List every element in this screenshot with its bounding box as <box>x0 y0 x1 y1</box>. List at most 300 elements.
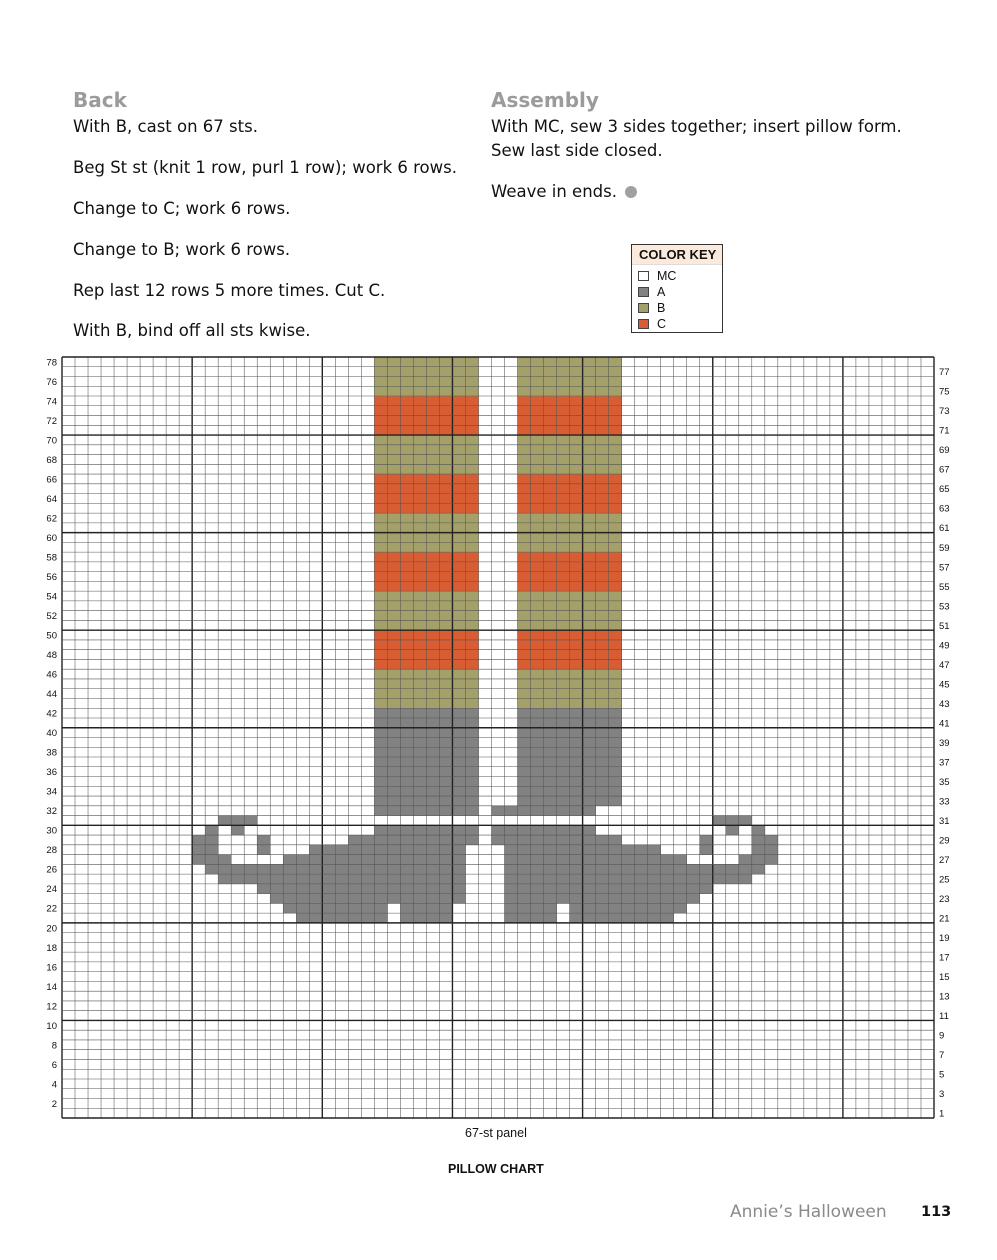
chart-cell-a <box>400 884 413 894</box>
chart-cell-a <box>374 884 387 894</box>
chart-cell-a <box>192 845 205 855</box>
chart-cell-b <box>387 445 400 455</box>
chart-cell-b <box>452 542 465 552</box>
chart-cell-b <box>609 689 622 699</box>
chart-cell-c <box>374 416 387 426</box>
row-label: 67 <box>939 464 950 476</box>
chart-cell-a <box>570 738 583 748</box>
chart-cell-a <box>622 913 635 923</box>
chart-cell-b <box>413 689 426 699</box>
chart-cell-b <box>544 669 557 679</box>
chart-cell-c <box>596 503 609 513</box>
chart-cell-b <box>465 445 478 455</box>
chart-cell-a <box>348 913 361 923</box>
chart-cell-a <box>505 874 518 884</box>
chart-cell-b <box>400 513 413 523</box>
chart-cell-a <box>557 728 570 738</box>
chart-cell-c <box>570 406 583 416</box>
chart-cell-a <box>218 874 231 884</box>
chart-cell-c <box>413 484 426 494</box>
chart-cell-b <box>609 445 622 455</box>
chart-cell-a <box>596 835 609 845</box>
chart-cell-c <box>518 494 531 504</box>
row-label: 29 <box>939 835 950 847</box>
row-label: 63 <box>939 503 950 515</box>
chart-cell-a <box>257 874 270 884</box>
chart-cell-a <box>583 718 596 728</box>
chart-cell-b <box>557 611 570 621</box>
chart-cell-b <box>609 679 622 689</box>
back-step-3: Change to C; work 6 rows. <box>73 199 291 218</box>
chart-cell-a <box>309 855 322 865</box>
chart-cell-b <box>518 357 531 367</box>
chart-cell-a <box>570 903 583 913</box>
chart-cell-c <box>544 659 557 669</box>
chart-cell-c <box>609 659 622 669</box>
chart-cell-a <box>518 738 531 748</box>
chart-cell-b <box>387 689 400 699</box>
chart-cell-b <box>583 611 596 621</box>
chart-cell-c <box>374 503 387 513</box>
chart-cell-c <box>518 396 531 406</box>
chart-cell-a <box>700 845 713 855</box>
chart-cell-a <box>348 864 361 874</box>
chart-cell-c <box>374 659 387 669</box>
chart-cell-a <box>452 757 465 767</box>
chart-cell-b <box>609 669 622 679</box>
page-number: 113 <box>921 1204 952 1220</box>
chart-cell-b <box>465 601 478 611</box>
chart-cell-b <box>557 679 570 689</box>
chart-cell-a <box>374 874 387 884</box>
chart-cell-c <box>387 659 400 669</box>
chart-cell-a <box>635 845 648 855</box>
chart-cell-c <box>452 572 465 582</box>
chart-cell-b <box>374 669 387 679</box>
chart-cell-b <box>609 464 622 474</box>
row-label: 2 <box>51 1098 57 1110</box>
chart-cell-c <box>531 484 544 494</box>
chart-cell-a <box>518 884 531 894</box>
chart-cell-b <box>400 620 413 630</box>
chart-cell-a <box>465 747 478 757</box>
chart-cell-a <box>518 718 531 728</box>
chart-cell-a <box>518 708 531 718</box>
chart-cell-a <box>518 913 531 923</box>
row-label: 7 <box>939 1050 945 1062</box>
chart-cell-b <box>609 523 622 533</box>
chart-cell-b <box>374 679 387 689</box>
chart-cell-a <box>400 845 413 855</box>
chart-cell-b <box>531 620 544 630</box>
chart-cell-a <box>505 903 518 913</box>
chart-cell-a <box>609 728 622 738</box>
chart-cell-c <box>557 572 570 582</box>
chart-cell-a <box>674 884 687 894</box>
chart-cell-a <box>544 708 557 718</box>
chart-cell-b <box>544 689 557 699</box>
color-key-label-a: A <box>657 285 666 299</box>
chart-cell-a <box>205 835 218 845</box>
chart-cell-a <box>218 855 231 865</box>
chart-cell-a <box>218 816 231 826</box>
chart-cell-c <box>544 572 557 582</box>
chart-cell-c <box>583 503 596 513</box>
chart-cell-a <box>700 884 713 894</box>
chart-cell-a <box>257 864 270 874</box>
chart-cell-b <box>400 698 413 708</box>
chart-cell-a <box>583 738 596 748</box>
chart-cell-a <box>426 884 439 894</box>
chart-cell-a <box>557 757 570 767</box>
chart-cell-a <box>596 894 609 904</box>
chart-cell-a <box>426 708 439 718</box>
chart-cell-c <box>583 484 596 494</box>
chart-cell-a <box>400 894 413 904</box>
chart-cell-a <box>244 816 257 826</box>
chart-cell-a <box>596 718 609 728</box>
chart-cell-c <box>374 581 387 591</box>
chart-cell-c <box>439 552 452 562</box>
chart-cell-c <box>609 630 622 640</box>
chart-cell-a <box>622 845 635 855</box>
chart-cell-b <box>452 367 465 377</box>
chart-cell-c <box>387 396 400 406</box>
chart-cell-b <box>452 669 465 679</box>
chart-cell-a <box>557 835 570 845</box>
chart-cell-b <box>465 455 478 465</box>
chart-cell-a <box>205 855 218 865</box>
chart-cell-c <box>583 416 596 426</box>
chart-cell-a <box>335 874 348 884</box>
chart-cell-a <box>387 864 400 874</box>
chart-cell-c <box>557 474 570 484</box>
chart-cell-c <box>465 572 478 582</box>
chart-cell-b <box>557 445 570 455</box>
chart-cell-c <box>570 650 583 660</box>
chart-cell-b <box>544 357 557 367</box>
chart-cell-a <box>283 874 296 884</box>
chart-cell-c <box>583 474 596 484</box>
chart-cell-b <box>596 357 609 367</box>
chart-cell-a <box>661 903 674 913</box>
chart-cell-b <box>374 435 387 445</box>
chart-cell-b <box>465 523 478 533</box>
chart-cell-b <box>531 679 544 689</box>
chart-cell-c <box>531 659 544 669</box>
chart-cell-c <box>387 425 400 435</box>
chart-cell-a <box>661 884 674 894</box>
chart-cell-b <box>374 386 387 396</box>
chart-cell-c <box>413 640 426 650</box>
chart-cell-b <box>518 445 531 455</box>
chart-cell-a <box>544 757 557 767</box>
chart-cell-a <box>361 864 374 874</box>
chart-cell-a <box>583 855 596 865</box>
chart-cell-a <box>570 747 583 757</box>
chart-cell-c <box>374 494 387 504</box>
row-label: 69 <box>939 445 950 457</box>
row-label: 68 <box>46 454 57 466</box>
chart-cell-b <box>465 367 478 377</box>
chart-cell-a <box>596 777 609 787</box>
chart-cell-a <box>231 825 244 835</box>
chart-cell-a <box>687 864 700 874</box>
chart-cell-a <box>505 894 518 904</box>
chart-cell-a <box>439 855 452 865</box>
chart-cell-b <box>596 679 609 689</box>
row-label: 14 <box>46 981 57 993</box>
chart-cell-b <box>570 611 583 621</box>
chart-cell-a <box>426 738 439 748</box>
row-label: 53 <box>939 601 950 613</box>
chart-cell-a <box>622 855 635 865</box>
assembly-step-1-line-2: Sew last side closed. <box>491 141 663 160</box>
chart-cell-c <box>557 650 570 660</box>
chart-cell-b <box>387 513 400 523</box>
chart-cell-b <box>439 611 452 621</box>
chart-cell-c <box>387 640 400 650</box>
chart-cell-c <box>531 474 544 484</box>
row-label: 66 <box>46 474 57 486</box>
chart-cell-b <box>426 377 439 387</box>
chart-cell-b <box>583 601 596 611</box>
chart-cell-a <box>348 874 361 884</box>
chart-cell-b <box>544 591 557 601</box>
chart-cell-b <box>557 357 570 367</box>
chart-cell-b <box>374 445 387 455</box>
chart-cell-a <box>752 864 765 874</box>
chart-cell-b <box>426 591 439 601</box>
chart-cell-c <box>439 581 452 591</box>
chart-cell-b <box>439 689 452 699</box>
chart-cell-a <box>544 903 557 913</box>
chart-cell-c <box>413 474 426 484</box>
chart-cell-b <box>374 464 387 474</box>
footer-book-title: Annie’s Halloween <box>730 1202 887 1222</box>
chart-cell-c <box>518 406 531 416</box>
chart-cell-a <box>322 884 335 894</box>
chart-cell-a <box>583 767 596 777</box>
chart-cell-a <box>413 757 426 767</box>
chart-cell-c <box>426 650 439 660</box>
chart-cell-a <box>439 894 452 904</box>
chart-cell-a <box>426 894 439 904</box>
chart-cell-b <box>583 377 596 387</box>
chart-cell-a <box>531 825 544 835</box>
chart-cell-a <box>283 894 296 904</box>
chart-cell-c <box>557 484 570 494</box>
chart-cell-b <box>518 591 531 601</box>
chart-cell-a <box>752 835 765 845</box>
chart-cell-a <box>439 786 452 796</box>
chart-cell-a <box>309 884 322 894</box>
row-label: 54 <box>46 591 57 603</box>
chart-cell-a <box>309 845 322 855</box>
chart-cell-a <box>609 903 622 913</box>
chart-cell-c <box>609 425 622 435</box>
chart-cell-a <box>635 913 648 923</box>
chart-cell-a <box>296 913 309 923</box>
chart-cell-c <box>413 572 426 582</box>
chart-cell-a <box>596 786 609 796</box>
chart-cell-a <box>387 894 400 904</box>
chart-cell-a <box>557 786 570 796</box>
chart-cell-c <box>426 552 439 562</box>
chart-cell-a <box>518 747 531 757</box>
chart-cell-a <box>583 777 596 787</box>
row-label: 61 <box>939 523 950 535</box>
chart-cell-c <box>400 659 413 669</box>
chart-cell-c <box>609 396 622 406</box>
chart-cell-b <box>544 464 557 474</box>
chart-cell-b <box>400 533 413 543</box>
chart-cell-c <box>570 630 583 640</box>
chart-cell-b <box>426 513 439 523</box>
row-label: 11 <box>939 1011 949 1023</box>
row-label: 6 <box>51 1059 57 1071</box>
chart-cell-b <box>570 679 583 689</box>
chart-cell-a <box>452 806 465 816</box>
chart-cell-a <box>583 708 596 718</box>
chart-cell-a <box>452 874 465 884</box>
chart-cell-b <box>531 601 544 611</box>
chart-cell-c <box>426 396 439 406</box>
chart-cell-a <box>557 708 570 718</box>
chart-cell-c <box>413 503 426 513</box>
chart-cell-c <box>387 552 400 562</box>
chart-cell-a <box>661 855 674 865</box>
chart-cell-a <box>518 855 531 865</box>
chart-cell-b <box>609 533 622 543</box>
chart-cell-a <box>531 786 544 796</box>
chart-cell-b <box>531 533 544 543</box>
chart-cell-c <box>531 406 544 416</box>
chart-cell-a <box>596 708 609 718</box>
chart-cell-b <box>531 611 544 621</box>
chart-cell-c <box>531 650 544 660</box>
chart-cell-c <box>374 552 387 562</box>
chart-cell-a <box>713 874 726 884</box>
chart-cell-a <box>374 757 387 767</box>
chart-cell-a <box>452 767 465 777</box>
chart-cell-c <box>413 396 426 406</box>
chart-cell-a <box>361 903 374 913</box>
chart-cell-a <box>322 903 335 913</box>
chart-cell-c <box>465 494 478 504</box>
chart-cell-b <box>596 689 609 699</box>
chart-cell-b <box>426 698 439 708</box>
chart-cell-b <box>596 611 609 621</box>
chart-cell-b <box>518 679 531 689</box>
chart-cell-a <box>491 806 504 816</box>
chart-cell-a <box>439 728 452 738</box>
chart-cell-a <box>465 757 478 767</box>
chart-cell-c <box>426 484 439 494</box>
chart-cell-a <box>505 835 518 845</box>
chart-cell-a <box>400 708 413 718</box>
chart-cell-a <box>583 728 596 738</box>
chart-cell-c <box>583 650 596 660</box>
chart-cell-c <box>400 406 413 416</box>
chart-cell-c <box>518 425 531 435</box>
chart-cell-a <box>374 864 387 874</box>
chart-row-labels <box>46 357 949 1119</box>
chart-cell-b <box>374 611 387 621</box>
chart-cell-c <box>374 484 387 494</box>
chart-cell-b <box>426 542 439 552</box>
row-label: 4 <box>51 1079 57 1091</box>
chart-cell-a <box>439 738 452 748</box>
chart-cell-b <box>452 611 465 621</box>
chart-cell-c <box>531 572 544 582</box>
chart-cell-a <box>374 767 387 777</box>
chart-cell-a <box>400 806 413 816</box>
chart-cell-a <box>583 864 596 874</box>
chart-cell-b <box>570 464 583 474</box>
back-step-4: Change to B; work 6 rows. <box>73 240 291 259</box>
chart-cell-c <box>374 572 387 582</box>
chart-cell-b <box>465 386 478 396</box>
chart-cell-b <box>570 542 583 552</box>
chart-cell-b <box>413 533 426 543</box>
chart-cell-a <box>596 747 609 757</box>
row-label: 70 <box>46 435 57 447</box>
chart-cell-b <box>570 533 583 543</box>
chart-cell-a <box>465 796 478 806</box>
chart-cell-b <box>374 620 387 630</box>
chart-cell-a <box>726 864 739 874</box>
chart-cell-c <box>518 484 531 494</box>
chart-cell-a <box>452 884 465 894</box>
chart-cell-a <box>700 874 713 884</box>
chart-cell-b <box>544 542 557 552</box>
chart-cell-a <box>570 757 583 767</box>
chart-cell-b <box>452 620 465 630</box>
chart-cell-a <box>583 894 596 904</box>
row-label: 77 <box>939 367 950 379</box>
chart-cell-b <box>531 455 544 465</box>
chart-cell-a <box>544 796 557 806</box>
row-label: 37 <box>939 757 950 769</box>
chart-cell-a <box>413 874 426 884</box>
chart-cell-a <box>687 894 700 904</box>
chart-cell-c <box>609 640 622 650</box>
chart-cell-a <box>505 855 518 865</box>
chart-cell-b <box>413 679 426 689</box>
chart-cell-a <box>374 806 387 816</box>
chart-cell-a <box>374 903 387 913</box>
chart-cell-b <box>400 523 413 533</box>
chart-cell-a <box>387 796 400 806</box>
chart-cell-a <box>557 796 570 806</box>
chart-cell-a <box>322 855 335 865</box>
chart-cell-a <box>426 913 439 923</box>
chart-cell-a <box>387 777 400 787</box>
chart-cell-b <box>426 367 439 377</box>
chart-cell-b <box>544 698 557 708</box>
chart-cell-a <box>583 796 596 806</box>
chart-cell-a <box>570 835 583 845</box>
chart-cell-a <box>452 845 465 855</box>
chart-cell-b <box>518 523 531 533</box>
chart-cell-b <box>596 455 609 465</box>
chart-cell-b <box>583 445 596 455</box>
chart-cell-c <box>400 425 413 435</box>
chart-cell-b <box>531 435 544 445</box>
chart-cell-a <box>544 913 557 923</box>
chart-cell-a <box>622 884 635 894</box>
